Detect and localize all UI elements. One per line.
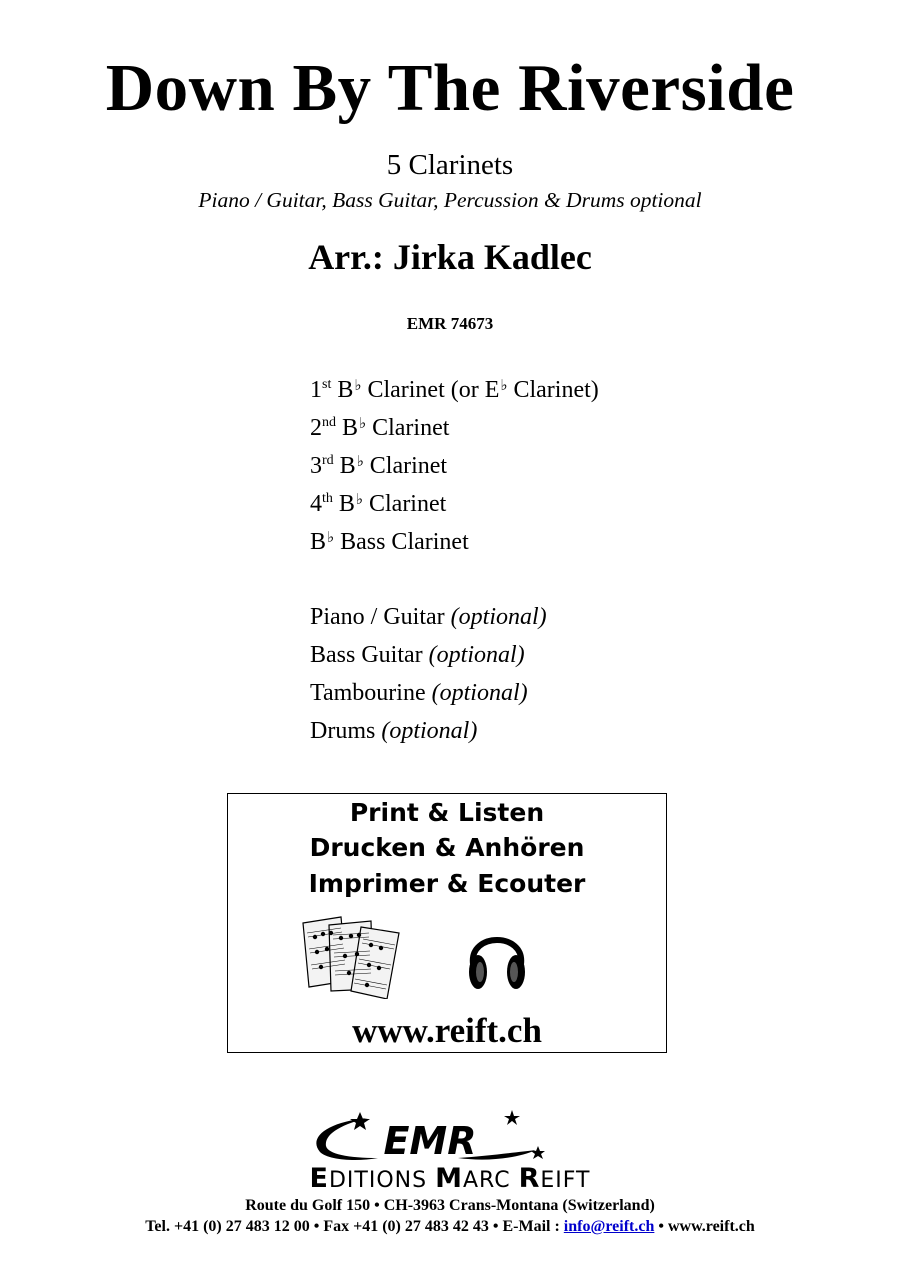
part-bass-clarinet: B♭ Bass Clarinet [310,529,469,555]
publisher-name: EDITIONS MARC REIFT [309,1163,591,1194]
instrumentation-subtitle: 5 Clarinets [386,149,514,181]
catalog-number: EMR 74673 [406,314,494,333]
part-2nd-clarinet: 2nd B♭ Clarinet [310,415,450,441]
flat-symbol: ♭ [355,492,363,508]
arranger: Arr.: Jirka Kadlec [308,237,592,277]
email-link[interactable]: info@reift.ch [563,1218,655,1235]
part-3rd-clarinet: 3rd B♭ Clarinet [310,453,448,479]
emr-logo-text: EMR [383,1119,477,1163]
flat-symbol: ♭ [327,530,335,546]
parts-list [310,371,730,750]
flat-symbol: ♭ [356,454,364,470]
publisher-address: Route du Golf 150 • CH-3963 Crans-Montana (Switzerland) [245,1197,655,1214]
promo-line-german: Drucken & Anhören [309,833,585,862]
emr-logo [308,1108,548,1170]
sheet-music-icon [299,915,411,999]
flat-symbol: ♭ [354,378,362,394]
promo-line-english: Print & Listen [349,798,545,827]
part-piano-guitar: Piano / Guitar (optional) [310,604,547,630]
print-listen-box [227,793,667,1053]
optional-instruments-line: Piano / Guitar, Bass Guitar, Percussion & Drums optional [198,188,702,212]
part-4th-clarinet: 4th B♭ Clarinet [310,491,447,517]
part-bass-guitar: Bass Guitar (optional) [310,642,525,668]
flat-symbol: ♭ [500,378,508,394]
promo-website: www.reift.ch [352,1011,542,1050]
promo-line-french: Imprimer & Ecouter [308,869,586,898]
part-1st-clarinet: 1st B♭ Clarinet (or E♭ Clarinet) [310,377,599,403]
part-tambourine: Tambourine (optional) [310,680,528,706]
flat-symbol: ♭ [359,416,367,432]
publisher-contact: Tel. +41 (0) 27 483 12 00 • Fax +41 (0) 27 483 42 43 • E-Mail : info@reift.ch • www.reift.ch [145,1218,755,1235]
part-drums: Drums (optional) [310,718,478,744]
headphones-icon [465,918,529,994]
page-title: Down By The Riverside [105,51,795,125]
